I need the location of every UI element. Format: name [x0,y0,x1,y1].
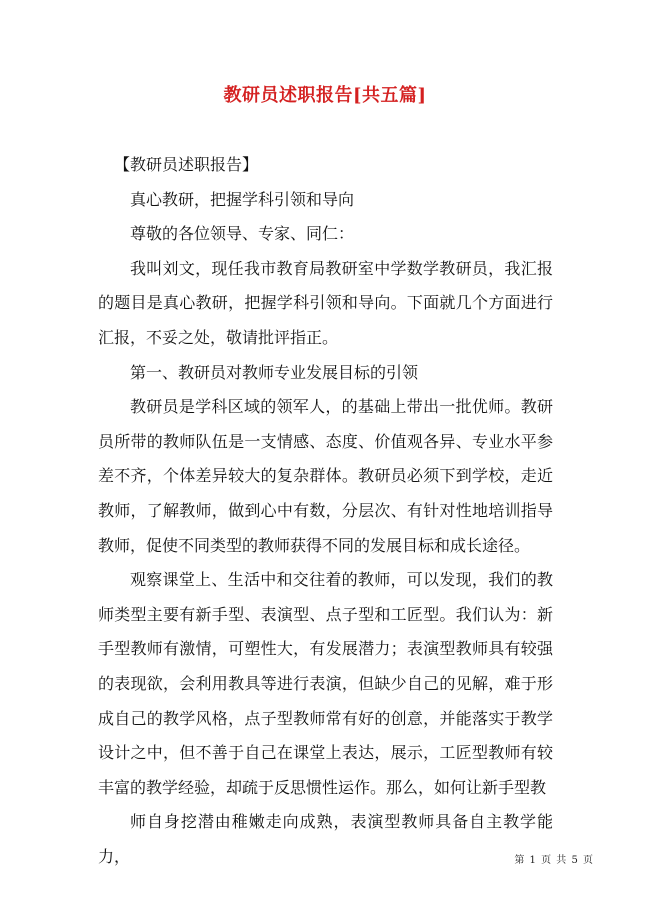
paragraph-salutation: 尊敬的各位领导、专家、同仁： [130,224,355,244]
paragraph-introduction: 我叫刘文，现任我市教育局教研室中学数学教研员，我汇报的题目是真心教研，把握学科引领和导向。下面就几个方面进行汇报，不妥之处，敬请批评指正。 [98,258,553,347]
page-number: 第 1 页 共 5 页 [514,855,594,866]
document-body [98,148,553,874]
document-title: 教研员述职报告[共五篇] [223,85,427,106]
paragraph-body: 教研员是学科区域的领军人，的基础上带出一批优师。教研员所带的教师队伍是一支情感、态度、价值观各异、专业水平参差不齐，个体差异较大的复杂群体。教研员必须下到学校，走近教师，了解教师，做到心中有数，分层次、有针对性地培训指导教师，促使不同类型的教师获得不同的发展目标和成长途径。 [98,397,553,555]
section-heading-bracket: 【教研员述职报告】 [114,155,259,174]
paragraph-body: 观察课堂上、生活中和交往着的教师，可以发现，我们的教师类型主要有新手型、表演型、点子型和工匠型。我们认为：新手型教师有激情，可塑性大，有发展潜力；表演型教师具有较强的表现欲，会利用教具等进行表演，但缺少自己的见解，难于形成自己的教学风格，点子型教师常有好的创意，并能落实于教学设计之中，但不善于自己在课堂上表达，展示，工匠型教师有较丰富的教学经验，却疏于反思惯性运作。那么，如何让新手型教 [98,570,553,797]
paragraph-subtitle: 真心教研，把握学科引领和导向 [130,189,355,209]
paragraph-body: 师自身挖潜由稚嫩走向成熟，表演型教师具备自主教学能力， [98,812,553,866]
paragraph-section-heading: 第一、教研员对教师专业发展目标的引领 [130,362,419,382]
